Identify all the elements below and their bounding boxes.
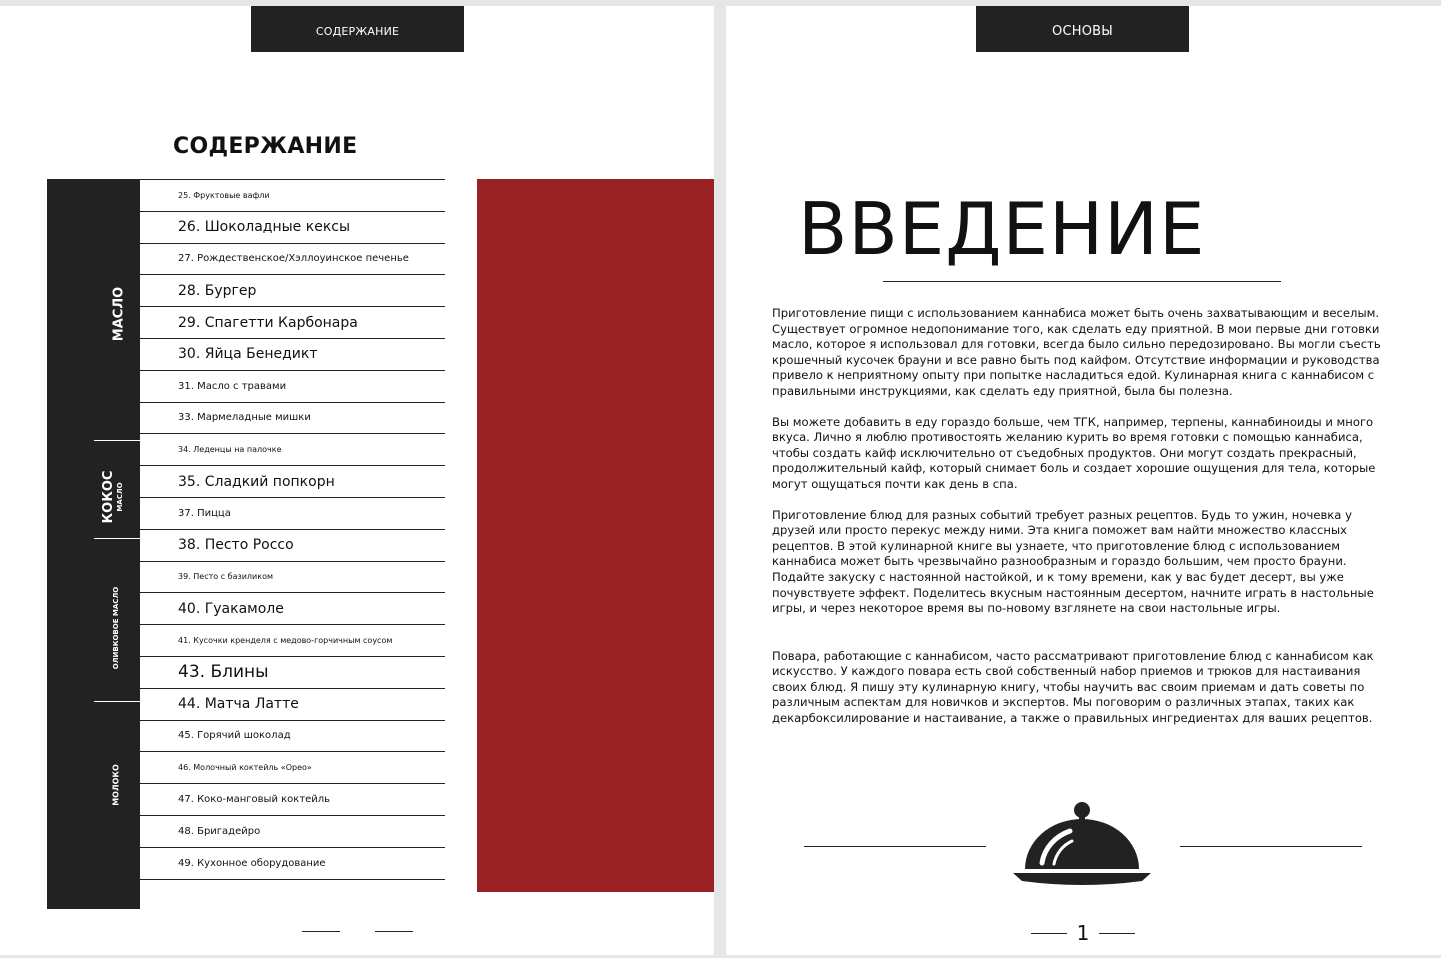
intro-paragraph: Приготовление пищи с использованием каннабиса может быть очень захватывающим и веселым. Существует огромное недопонимание того, как сделать еду приятной. В мои первые дни готовки масло, которое я использовал для готовки, всегда было сильно передозировано. Вы могли съесть крошечный кусочек брауни и все равно быть под кайфом. Отсутствие информации и руководства привело к неприятному опыту при попытке насладиться едой. Кулинарная книга с каннабисом с правильными инструкциями, как сделать еду приятной, была бы полезна. — [772, 306, 1381, 398]
toc-item[interactable] — [140, 784, 445, 816]
toc-item-label: 28. Бургер — [178, 282, 257, 299]
ornament-rule-right — [1180, 846, 1362, 847]
section-label-milk — [112, 764, 121, 806]
toc-item-label: 31. Масло с травами — [178, 380, 287, 392]
toc-item[interactable] — [140, 530, 445, 562]
section-divider — [94, 701, 140, 702]
toc-item-label: 48. Бригадейро — [178, 825, 261, 837]
toc-item[interactable] — [140, 498, 445, 530]
left-page — [0, 6, 714, 955]
toc-item[interactable] — [140, 657, 445, 689]
toc-item-label: 30. Яйца Бенедикт — [178, 346, 318, 363]
toc-item[interactable] — [140, 625, 445, 657]
toc-item[interactable] — [140, 562, 445, 594]
section-divider — [94, 440, 140, 441]
toc-item[interactable] — [140, 180, 445, 212]
toc-item[interactable] — [140, 689, 445, 721]
intro-paragraph: Вы можете добавить в еду гораздо больше, чем ТГК, например, терпены, каннабиноиды и много вкуса. Лично я люблю противостоять желанию курить во время готовки с помощью каннабиса, чтобы создать кайф исключительно от съедобных продуктов. Они могут создать прекрасный, продолжительный кайф, который снимает боль и создает хорошие ощущения для тела, которые могут ощущаться почти как день в спа. — [772, 414, 1376, 491]
cloche-icon — [1012, 801, 1152, 887]
section-divider — [94, 538, 140, 539]
toc-item[interactable] — [140, 752, 445, 784]
header-tab-contents: СОДЕРЖАНИЕ — [251, 6, 464, 52]
toc-item-label: 44. Матча Латте — [178, 696, 299, 713]
section-label-subtext: МАСЛО — [116, 482, 124, 512]
section-sidebar — [47, 179, 140, 909]
toc-item[interactable] — [140, 848, 445, 880]
section-label-text: ОЛИВКОВОЕ МАСЛО — [112, 586, 120, 670]
toc-item[interactable] — [140, 593, 445, 625]
toc-item[interactable] — [140, 275, 445, 307]
section-label-butter — [112, 287, 127, 341]
footer-rule-left — [302, 931, 340, 932]
intro-title: ВВЕДЕНИЕ — [798, 187, 1206, 271]
page-number-block — [1028, 921, 1138, 945]
toc-item[interactable] — [140, 307, 445, 339]
toc-item-label: 33. Мармеладные мишки — [178, 412, 311, 424]
toc-title: СОДЕРЖАНИЕ — [173, 134, 358, 159]
toc-item-label: 43. Блины — [178, 662, 269, 683]
toc-item-label: 46. Молочный коктейль «Орео» — [178, 763, 312, 773]
page-number-dash — [1031, 933, 1067, 934]
section-label-coconut — [102, 471, 124, 524]
section-label-text: МОЛОКО — [111, 764, 121, 806]
right-page — [726, 6, 1441, 955]
accent-panel — [477, 179, 714, 892]
toc-item[interactable] — [140, 371, 445, 403]
toc-item[interactable] — [140, 721, 445, 753]
page-number: 1 — [1076, 921, 1090, 945]
toc-item-label: 39. Песто с базиликом — [178, 572, 274, 582]
toc-item[interactable] — [140, 403, 445, 435]
toc-item-label: 35. Сладкий попкорн — [178, 473, 335, 490]
toc-item-label: 49. Кухонное оборудование — [178, 857, 326, 869]
toc-item-label: 47. Коко-манговый коктейль — [178, 794, 331, 806]
section-label-text: МАСЛО — [111, 286, 127, 342]
toc-item[interactable] — [140, 212, 445, 244]
toc-item[interactable] — [140, 434, 445, 466]
footer-rule-right — [375, 931, 413, 932]
toc-item-label: 45. Горячий шоколад — [178, 730, 291, 742]
ornament-rule-left — [804, 846, 986, 847]
toc-item-label: 41. Кусочки кренделя с медово-горчичным соусом — [178, 636, 393, 646]
toc-list — [140, 179, 445, 880]
toc-item[interactable] — [140, 816, 445, 848]
header-tab-basics: ОСНОВЫ — [976, 6, 1189, 52]
page-number-dash — [1099, 933, 1135, 934]
toc-item-label: 26. Шоколадные кексы — [178, 219, 351, 236]
toc-item-label: 25. Фруктовые вафли — [178, 190, 270, 200]
intro-paragraph: Повара, работающие с каннабисом, часто рассматривают приготовление блюд с каннабисом как искусство. У каждого повара есть свой собственный набор приемов и трюков для настаивания своих блюд. Я пишу эту кулинарную книгу, чтобы научить вас своим приемам и дать советы по различным аспектам для новичков и экспертов. Мы поговорим о различных этапах, таких как декарбоксилирование и настаивание, а также о правильных ингредиентах для ваших рецептов. — [772, 648, 1374, 726]
title-underline — [883, 281, 1281, 282]
intro-paragraph: Приготовление блюд для разных событий требует разных рецептов. Будь то ужин, ночевка у друзей или просто перекус между ними. Эта книга поможет вам найти множество классных рецептов. В этой кулинарной книге вы узнаете, что приготовление блюд с использованием каннабиса может быть чрезвычайно разнообразным и гораздо большим, чем просто брауни. Подайте закуску с настоянной настойкой, и к тому времени, как у вас будет десерт, вы уже почувствуете эффект. Поделитесь вкусным настоянным десертом, начните играть в настольные игры, и через некоторое время вы по-новому взглянете на свои настольные игры. — [772, 507, 1374, 616]
toc-item-label: 40. Гуакамоле — [178, 600, 284, 617]
intro-body — [772, 306, 1398, 727]
toc-item[interactable] — [140, 466, 445, 498]
toc-item-label: 34. Леденцы на палочке — [178, 445, 282, 455]
section-label-olive-oil — [112, 587, 120, 669]
section-label-text: КОКОС — [101, 470, 116, 524]
toc-item[interactable] — [140, 339, 445, 371]
toc-item-label: 37. Пицца — [178, 507, 231, 519]
toc-item-label: 38. Песто Россо — [178, 537, 294, 554]
toc-item-label: 29. Спагетти Карбонара — [178, 314, 358, 331]
toc-item[interactable] — [140, 244, 445, 276]
toc-item-label: 27. Рождественское/Хэллоуинское печенье — [178, 253, 409, 265]
